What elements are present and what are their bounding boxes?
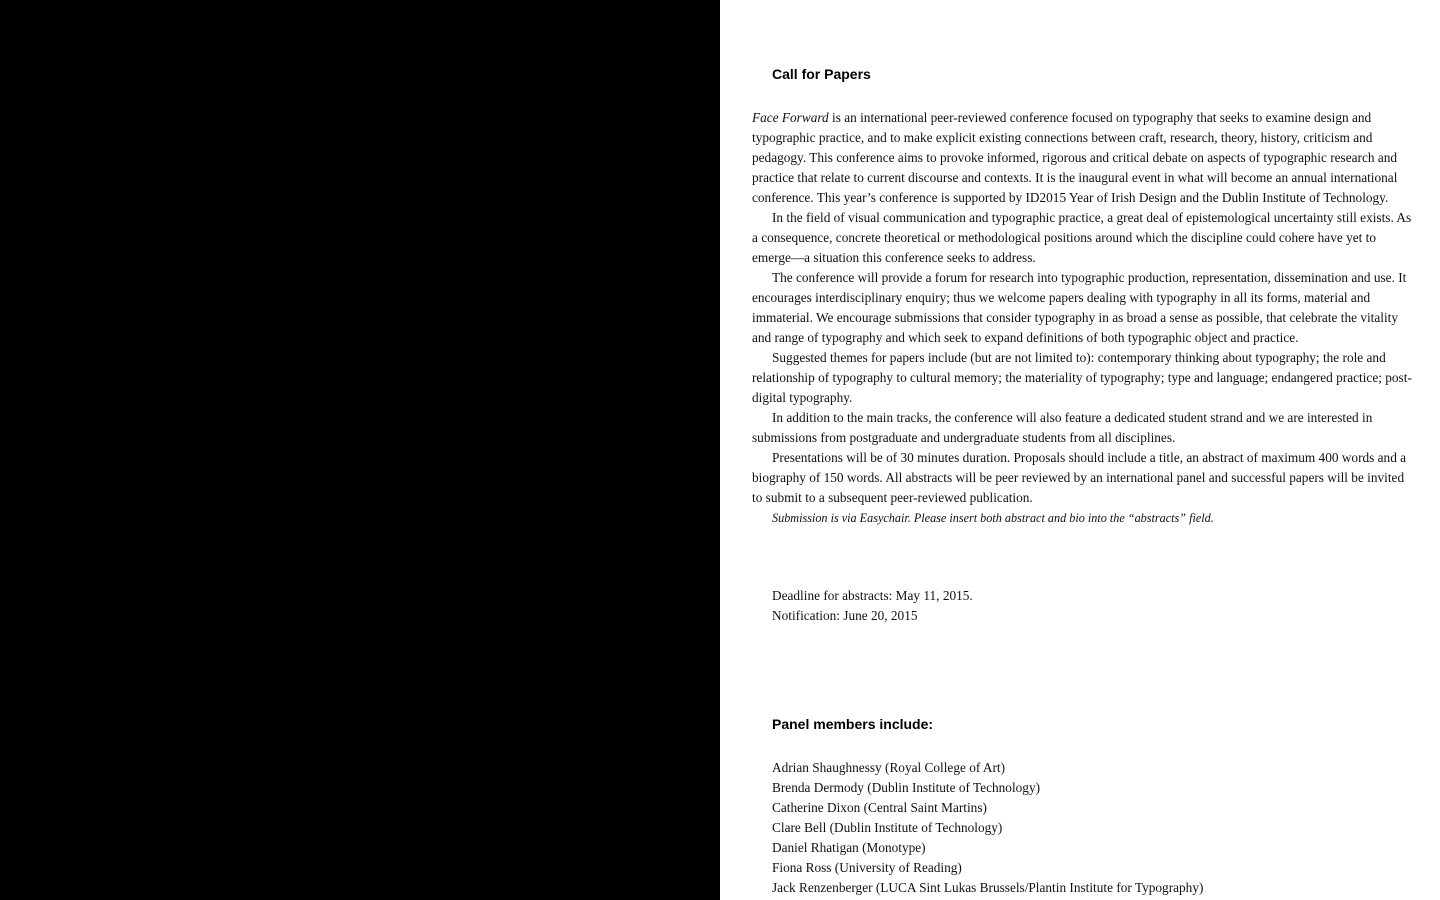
panel-member: Jack Renzenberger (LUCA Sint Lukas Brussels/Plantin Institute for Typography) [772, 880, 1204, 895]
submission-note: Submission is via Easychair. Please insert both abstract and bio into the “abstracts” field. [772, 511, 1214, 525]
body-paragraph-4: In addition to the main tracks, the conference will also feature a dedicated student strand and we are interested in submissions from postgraduate and undergraduate students from all disciplines. [752, 410, 1373, 445]
page-title: Call for Papers [772, 66, 871, 82]
panel-member: Daniel Rhatigan (Monotype) [772, 840, 926, 855]
intro-paragraph [752, 108, 1412, 208]
call-for-papers-page [720, 0, 1440, 900]
intro-text: is an international peer-reviewed conference focused on typography that seeks to examine design and typographic practice, and to make explicit existing connections between craft, research, theory, history, criticism and pedagogy. This conference aims to provoke informed, rigorous and critical debate on aspects of typographic research and practice that relate to current discourse and contexts. It is the inaugural event in what will become an annual international conference. This year’s conference is supported by ID2015 Year of Irish Design and the Dublin Institute of Technology. [752, 110, 1398, 205]
panel-member-list [752, 758, 1412, 898]
panel-member: Brenda Dermody (Dublin Institute of Technology) [772, 780, 1041, 795]
notification-text: Notification: June 20, 2015 [772, 608, 918, 623]
body-paragraph-2: The conference will provide a forum for research into typographic production, representation, dissemination and use. It encourages interdisciplinary enquiry; thus we welcome papers dealing with typography in all its forms, material and immaterial. We encourage submissions that consider typography in as broad a sense as possible, that celebrate the vitality and range of typography and which seek to expand definitions of both typographic object and practice. [752, 270, 1407, 345]
body-paragraph-5: Presentations will be of 30 minutes duration. Proposals should include a title, an abstract of maximum 400 words and a biography of 150 words. All abstracts will be peer reviewed by an international panel and successful papers will be invited to submit to a subsequent peer-reviewed publication. [752, 450, 1407, 505]
important-dates [752, 586, 1412, 626]
panel-member: Adrian Shaughnessy (Royal College of Art) [772, 760, 1006, 775]
panel-member: Catherine Dixon (Central Saint Martins) [772, 800, 987, 815]
call-for-papers-content [752, 62, 1412, 898]
panel-member: Clare Bell (Dublin Institute of Technology) [772, 820, 1003, 835]
body-paragraph-1: In the field of visual communication and typographic practice, a great deal of epistemological uncertainty still exists. As a consequence, concrete theoretical or methodological positions around which the discipline could cohere have yet to emerge—a situation this conference seeks to address. [752, 210, 1412, 265]
deadline-text: Deadline for abstracts: May 11, 2015. [772, 588, 973, 603]
panel-member: Fiona Ross (University of Reading) [772, 860, 962, 875]
body-paragraph-3: Suggested themes for papers include (but are not limited to): contemporary thinking about typography; the role and relationship of typography to cultural memory; the materiality of typography; type and language; endangered practice; post-digital typography. [752, 350, 1412, 405]
conference-name: Face Forward [752, 110, 829, 125]
panel-title: Panel members include: [772, 716, 934, 732]
